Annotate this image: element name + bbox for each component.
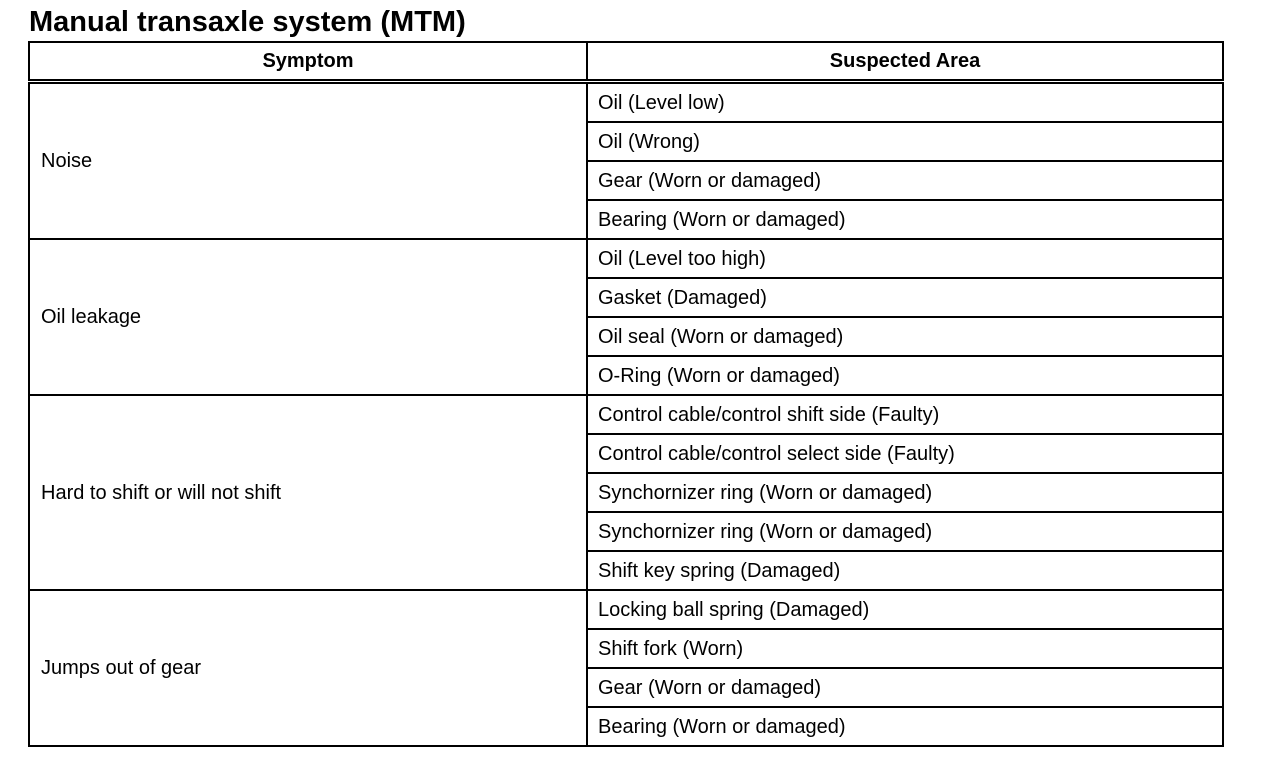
symptom-column-header: Symptom [29, 42, 587, 82]
page-title: Manual transaxle system (MTM) [29, 6, 466, 38]
suspected-area-cell: Gasket (Damaged) [587, 278, 1223, 317]
suspected-area-cell: Synchornizer ring (Worn or damaged) [587, 512, 1223, 551]
suspected-area-cell: Synchornizer ring (Worn or damaged) [587, 473, 1223, 512]
suspected-area-cell: Shift key spring (Damaged) [587, 551, 1223, 590]
suspected-area-cell: Oil (Level low) [587, 82, 1223, 123]
suspected-area-cell: Bearing (Worn or damaged) [587, 200, 1223, 239]
suspected-area-cell: Control cable/control shift side (Faulty) [587, 395, 1223, 434]
suspected-area-cell: Bearing (Worn or damaged) [587, 707, 1223, 746]
table-body [29, 82, 1223, 747]
suspected-area-cell: Locking ball spring (Damaged) [587, 590, 1223, 629]
table-row [29, 590, 1223, 629]
table-row [29, 395, 1223, 434]
troubleshooting-table [28, 41, 1224, 747]
suspected-area-cell: Oil (Level too high) [587, 239, 1223, 278]
symptom-cell: Jumps out of gear [29, 590, 587, 746]
suspected-area-cell: Shift fork (Worn) [587, 629, 1223, 668]
table-row [29, 239, 1223, 278]
suspected-area-cell: Oil (Wrong) [587, 122, 1223, 161]
symptom-cell: Hard to shift or will not shift [29, 395, 587, 590]
suspected-area-cell: Gear (Worn or damaged) [587, 668, 1223, 707]
header-row [29, 42, 1223, 82]
table-row [29, 82, 1223, 123]
suspected-area-column-header: Suspected Area [587, 42, 1223, 82]
table-header [29, 42, 1223, 82]
suspected-area-cell: Control cable/control select side (Faulty) [587, 434, 1223, 473]
symptom-cell: Oil leakage [29, 239, 587, 395]
suspected-area-cell: Oil seal (Worn or damaged) [587, 317, 1223, 356]
suspected-area-cell: O-Ring (Worn or damaged) [587, 356, 1223, 395]
symptom-cell: Noise [29, 82, 587, 240]
suspected-area-cell: Gear (Worn or damaged) [587, 161, 1223, 200]
